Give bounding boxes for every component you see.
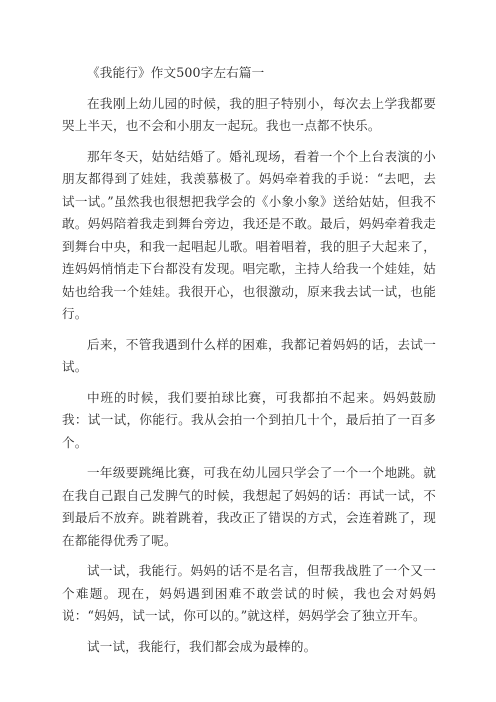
document-title: 《我能行》作文500字左右篇一 — [87, 65, 265, 80]
document-page — [62, 62, 436, 666]
paragraph-1: 在我刚上幼儿园的时候，我的胆子特别小，每次去上学我都要哭上半天，也不会和小朋友一起玩。我也一点都不快乐。 — [62, 95, 436, 133]
paragraph-5: 一年级要跳绳比赛，可我在幼儿园只学会了一个一个地跳。就在我自己跟自己发脾气的时候，我想起了妈妈的话：再试一试，不到最后不放弃。跳着跳着，我改正了错误的方式，会连着跳了，现在都能得优秀了呢。 — [62, 465, 436, 548]
paragraph-4: 中班的时候，我们要拍球比赛，可我都拍不起来。妈妈鼓励我：试一试，你能行。我从会拍一个到拍几十个，最后拍了一百多个。 — [62, 389, 436, 450]
paragraph-2: 那年冬天，姑姑结婚了。婚礼现场，看着一个个上台表演的小朋友都得到了娃娃，我羡慕极了。妈妈牵着我的手说：“去吧，去试一试。”虽然我也很想把我学会的《小象小象》送给姑姑，但我不敢。妈妈陪着我走到舞台旁边，我还是不敢。最后，妈妈牵着我走到舞台中央，和我一起唱起儿歌。唱着唱着，我的胆子大起来了，连妈妈悄悄走下台都没有发现。唱完歌，主持人给我一个娃娃，姑姑也给我一个娃娃。我很开心，也很激动，原来我去试一试，也能行。 — [62, 148, 436, 321]
paragraph-3: 后来，不管我遇到什么样的困难，我都记着妈妈的话，去试一试。 — [62, 336, 436, 374]
paragraph-7: 试一试，我能行，我们都会成为最棒的。 — [87, 638, 317, 654]
paragraph-6: 试一试，我能行。妈妈的话不是名言，但帮我战胜了一个又一个难题。现在，妈妈遇到困难不敢尝试的时候，我也会对妈妈说：“妈妈，试一试，你可以的。”就这样，妈妈学会了独立开车。 — [62, 563, 436, 623]
